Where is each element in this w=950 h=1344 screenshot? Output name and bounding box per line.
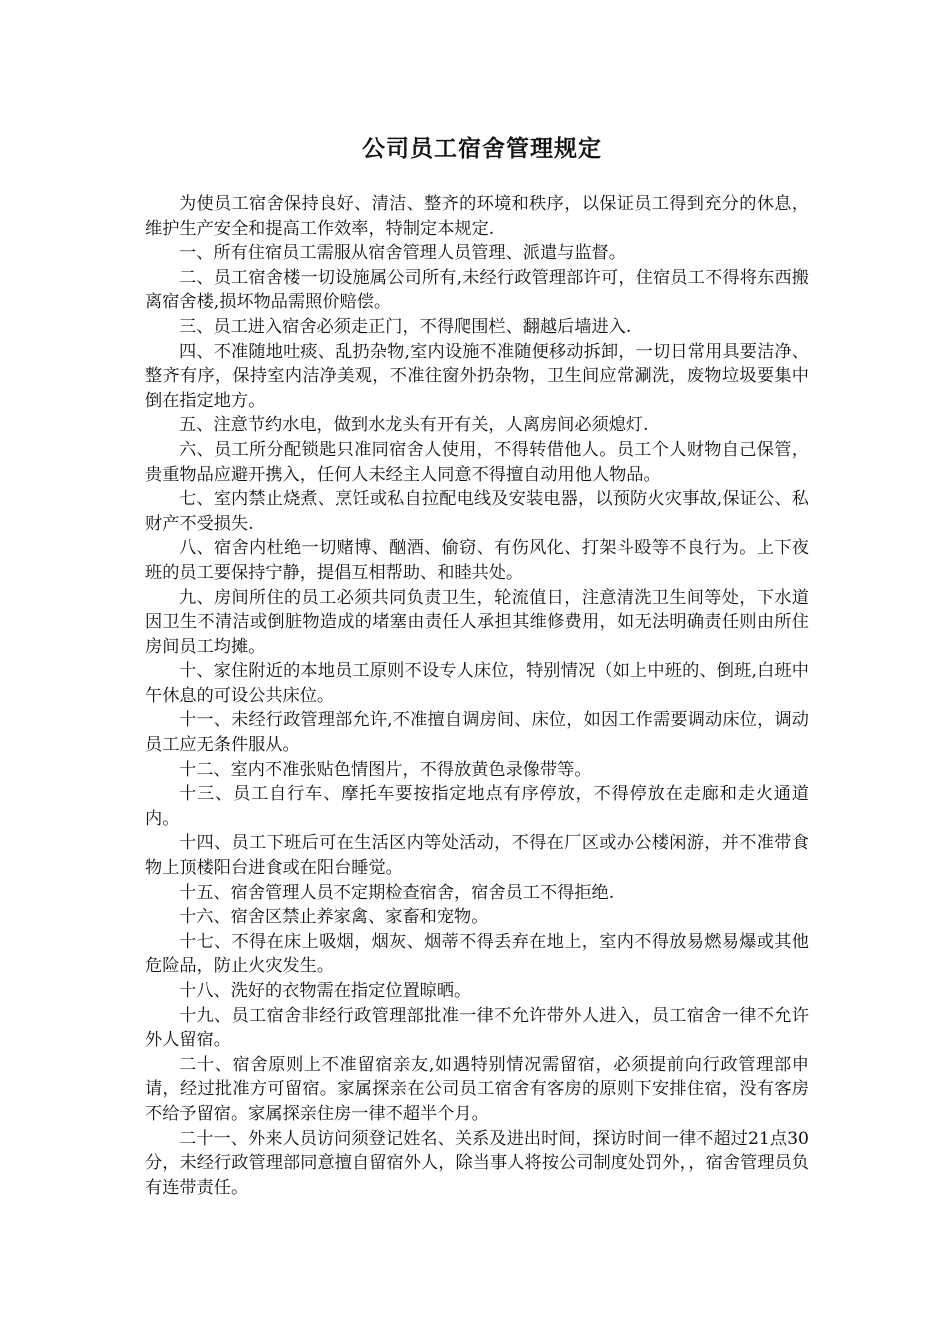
rule-20: 二十、宿舍原则上不准留宿亲友,如遇特别情况需留宿，必须提前向行政管理部申请，经过批准方可留宿。家属探亲在公司员工宿舍有客房的原则下安排住宿，没有客房不给予留宿。家属探亲住房一律不超半个月。	[145, 1054, 809, 1124]
rule-5: 五、注意节约水电，做到水龙头有开有关，人离房间必须熄灯.	[179, 415, 649, 436]
rule-21: 二十一、外来人员访问须登记姓名、关系及进出时间，探访时间一律不超过21点30分，未经行政管理部同意擅自留宿外人，除当事人将按公司制度处罚外，，宿舍管理员负有连带责任。	[145, 1128, 809, 1198]
rule-6: 六、员工所分配锁匙只准同宿舍人使用，不得转借他人。员工个人财物自己保管，贵重物品应避开携入，任何人未经主人同意不得擅自动用他人物品。	[145, 439, 809, 485]
document-title: 公司员工宿舍管理规定	[362, 136, 602, 162]
rule-3: 三、员工进入宿舍必须走正门，不得爬围栏、翻越后墙进入.	[179, 316, 632, 337]
rule-19: 十九、员工宿舍非经行政管理部批准一律不允许带外人进入，员工宿舍一律不允许外人留宿。	[145, 1005, 809, 1051]
rule-13: 十三、员工自行车、摩托车要按指定地点有序停放，不得停放在走廊和走火通道内。	[145, 784, 809, 829]
rule-8: 八、宿舍内杜绝一切赌博、酗酒、偷窃、有伤风化、打架斗殴等不良行为。上下夜班的员工要保持宁静，提倡互相帮助、和睦共处。	[145, 538, 809, 583]
rule-1: 一、所有住宿员工需服从宿舍管理人员管理、派遣与监督。	[179, 243, 626, 264]
rule-18: 十八、洗好的衣物需在指定位置晾晒。	[179, 981, 472, 1001]
rule-14: 十四、员工下班后可在生活区内等处活动，不得在厂区或办公楼闲游，并不准带食物上顶楼阳台进食或在阳台睡觉。	[145, 833, 809, 879]
rule-10: 十、家住附近的本地员工原则不设专人床位，特别情况（如上中班的、倒班,白班中午休息的可设公共床位。	[145, 661, 809, 706]
rule-4: 四、不准随地吐痰、乱扔杂物,室内设施不准随便移动拆卸，一切日常用具要洁净、整齐有序，保持室内洁净美观，不准往窗外扔杂物，卫生间应常涮洗，废物垃圾要集中倒在指定地方。	[145, 341, 809, 411]
rule-9: 九、房间所住的员工必须共同负责卫生，轮流值日，注意清洗卫生间等处，下水道因卫生不清洁或倒脏物造成的堵塞由责任人承担其维修费用，如无法明确责任则由所住房间员工均摊。	[145, 587, 809, 657]
rule-12: 十二、室内不准张贴色情图片，不得放黄色录像带等。	[179, 759, 592, 780]
document-page	[145, 128, 809, 1200]
rule-11: 十一、未经行政管理部允许,不准擅自调房间、床位，如因工作需要调动床位，调动员工应无条件服从。	[145, 710, 809, 756]
document-body	[145, 192, 809, 1200]
rule-2: 二、员工宿舍楼一切设施属公司所有,未经行政管理部许可，住宿员工不得将东西搬离宿舍楼,损坏物品需照价赔偿。	[145, 267, 809, 313]
rule-17: 十七、不得在床上吸烟，烟灰、烟蒂不得丢弃在地上，室内不得放易燃易爆或其他危险品，防止火灾发生。	[145, 931, 809, 977]
rule-16: 十六、宿舍区禁止养家禽、家畜和宠物。	[179, 907, 489, 928]
rule-15: 十五、宿舍管理人员不定期检查宿舍，宿舍员工不得拒绝.	[179, 882, 615, 903]
intro-paragraph: 为使员工宿舍保持良好、清洁、整齐的环境和秩序，以保证员工得到充分的休息，维护生产安全和提高工作效率，特制定本规定.	[145, 194, 809, 239]
rule-7: 七、室内禁止烧煮、烹饪或私自拉配电线及安装电器，以预防火灾事故,保证公、私财产不受损失.	[145, 489, 809, 534]
